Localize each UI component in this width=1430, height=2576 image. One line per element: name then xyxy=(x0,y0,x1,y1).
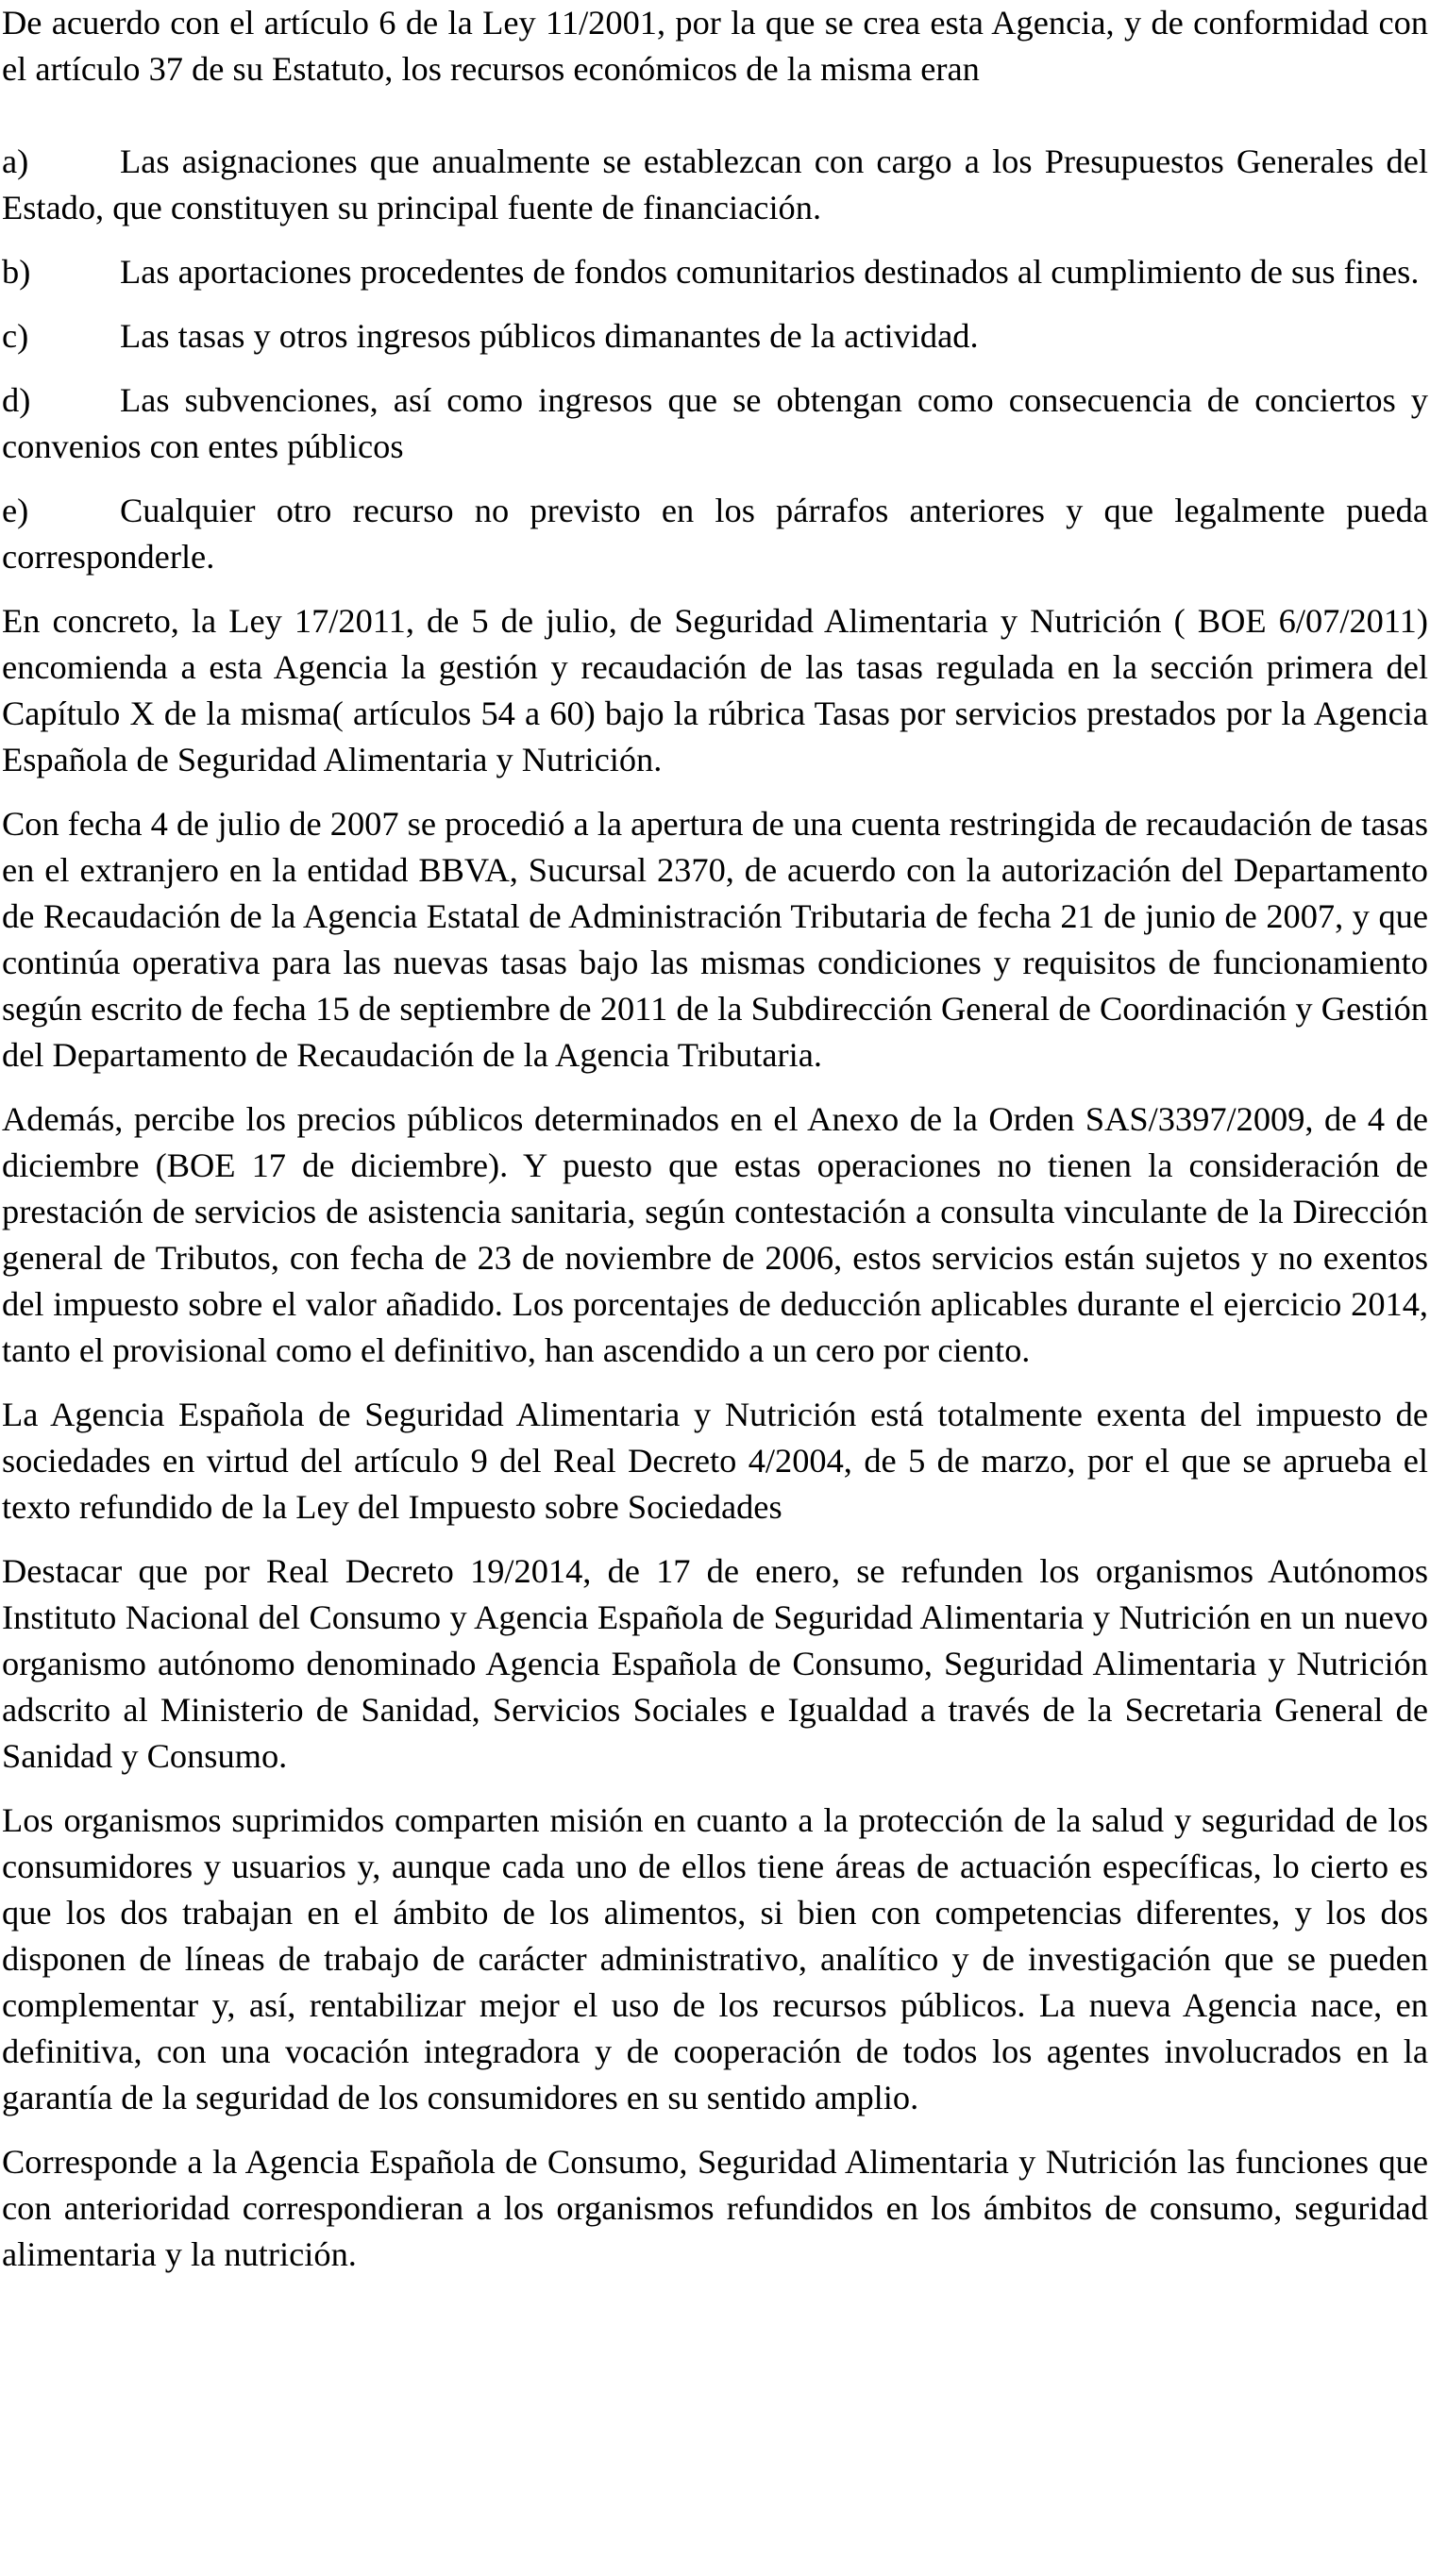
list-item-text: Las subvenciones, así como ingresos que se obtengan como consecuencia de conciertos y convenios con entes públicos xyxy=(2,381,1428,465)
list-item-b xyxy=(2,249,1428,295)
list-item-letter: a) xyxy=(2,142,29,180)
paragraph-real-decreto-19-2014: Destacar que por Real Decreto 19/2014, de 17 de enero, se refunden los organismos Autónomos Instituto Nacional del Consumo y Agencia Española de Seguridad Alimentaria y Nutrición en un nuevo organismo autónomo denominado Agencia Española de Consumo, Seguridad Alimentaria y Nutrición adscrito al Ministerio de Sanidad, Servicios Sociales e Igualdad a través de la Secretaria General de Sanidad y Consumo. xyxy=(2,1552,1428,1775)
list-item-c xyxy=(2,313,1428,360)
paragraph-precios-publicos: Además, percibe los precios públicos determinados en el Anexo de la Orden SAS/3397/2009, de 4 de diciembre (BOE 17 de diciembre). Y puesto que estas operaciones no tienen la consideración de prestación de servicios de asistencia sanitaria, según contestación a consulta vinculante de la Dirección general de Tributos, con fecha de 23 de noviembre de 2006, estos servicios están sujetos y no exentos del impuesto sobre el valor añadido. Los porcentajes de deducción aplicables durante el ejercicio 2014, tanto el provisional como el definitivo, han ascendido a un cero por ciento. xyxy=(2,1100,1428,1369)
paragraph-cuenta-restringida: Con fecha 4 de julio de 2007 se procedió a la apertura de una cuenta restringida de recaudación de tasas en el extranjero en la entidad BBVA, Sucursal 2370, de acuerdo con la autorización del Departamento de Recaudación de la Agencia Estatal de Administración Tributaria de fecha 21 de junio de 2007, y que continúa operativa para las nuevas tasas bajo las mismas condiciones y requisitos de funcionamiento según escrito de fecha 15 de septiembre de 2011 de la Subdirección General de Coordinación y Gestión del Departamento de Recaudación de la Agencia Tributaria. xyxy=(2,805,1428,1074)
list-item-letter: c) xyxy=(2,317,29,355)
list-item-letter: d) xyxy=(2,381,31,419)
list-item-text: Las aportaciones procedentes de fondos comunitarios destinados al cumplimiento de sus fines. xyxy=(120,253,1420,291)
list-item-a xyxy=(2,139,1428,231)
intro-paragraph: De acuerdo con el artículo 6 de la Ley 11/2001, por la que se crea esta Agencia, y de conformidad con el artículo 37 de su Estatuto, los recursos económicos de la misma eran xyxy=(2,4,1428,88)
list-item-text: Las tasas y otros ingresos públicos dimanantes de la actividad. xyxy=(120,317,979,355)
list-item-letter: e) xyxy=(2,492,29,529)
paragraph-ley-17-2011: En concreto, la Ley 17/2011, de 5 de julio, de Seguridad Alimentaria y Nutrición ( BOE 6/07/2011) encomienda a esta Agencia la gestión y recaudación de las tasas regulada en la sección primera del Capítulo X de la misma( artículos 54 a 60) bajo la rúbrica Tasas por servicios prestados por la Agencia Española de Seguridad Alimentaria y Nutrición. xyxy=(2,602,1428,778)
list-item-e xyxy=(2,488,1428,580)
list-item-text: Las asignaciones que anualmente se establezcan con cargo a los Presupuestos Generales del Estado, que constituyen su principal fuente de financiación. xyxy=(2,142,1428,226)
resources-list xyxy=(2,139,1428,580)
list-item-letter: b) xyxy=(2,253,31,291)
list-item-d xyxy=(2,377,1428,470)
list-item-text: Cualquier otro recurso no previsto en los párrafos anteriores y que legalmente pueda corresponderle. xyxy=(2,492,1428,576)
paragraph-impuesto-sociedades: La Agencia Española de Seguridad Alimentaria y Nutrición está totalmente exenta del impuesto de sociedades en virtud del artículo 9 del Real Decreto 4/2004, de 5 de marzo, por el que se aprueba el texto refundido de la Ley del Impuesto sobre Sociedades xyxy=(2,1396,1428,1526)
paragraph-organismos-suprimidos: Los organismos suprimidos comparten misión en cuanto a la protección de la salud y seguridad de los consumidores y usuarios y, aunque cada uno de ellos tiene áreas de actuación específicas, lo cierto es que los dos trabajan en el ámbito de los alimentos, si bien con competencias diferentes, y los dos disponen de líneas de trabajo de carácter administrativo, analítico y de investigación que se pueden complementar y, así, rentabilizar mejor el uso de los recursos públicos. La nueva Agencia nace, en definitiva, con una vocación integradora y de cooperación de todos los agentes involucrados en la garantía de la seguridad de los consumidores en su sentido amplio. xyxy=(2,1801,1428,2116)
paragraph-funciones: Corresponde a la Agencia Española de Consumo, Seguridad Alimentaria y Nutrición las funciones que con anterioridad correspondieran a los organismos refundidos en los ámbitos de consumo, seguridad alimentaria y la nutrición. xyxy=(2,2143,1428,2273)
